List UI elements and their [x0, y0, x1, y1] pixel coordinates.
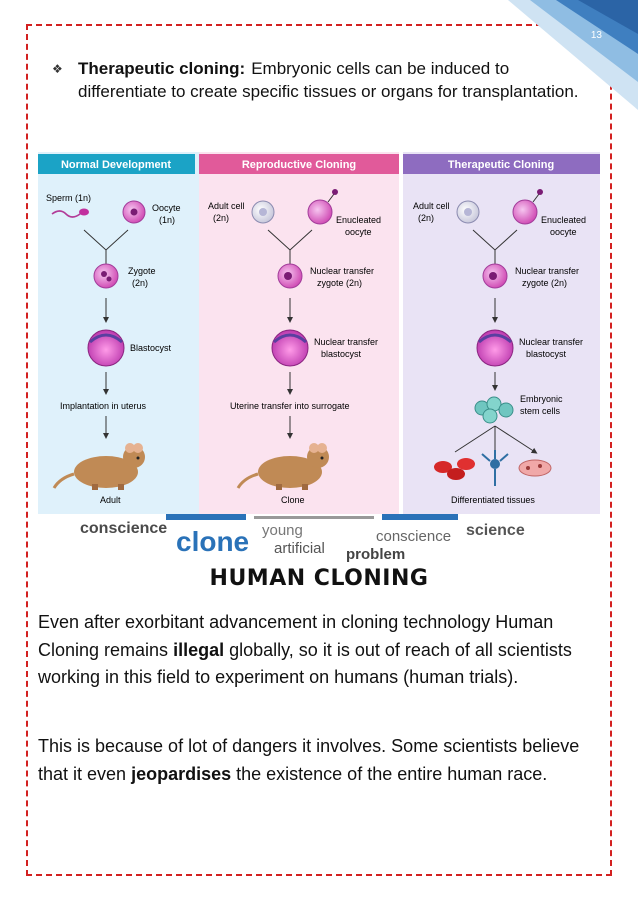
svg-text:Nuclear transfer: Nuclear transfer [515, 266, 580, 276]
word-conscience-2: conscience [376, 528, 452, 545]
svg-text:zygote (2n): zygote (2n) [522, 278, 568, 288]
tissue-cells-icon [519, 460, 551, 476]
word-science: science [466, 522, 525, 539]
svg-text:(2n): (2n) [213, 213, 230, 223]
svg-text:Blastocyst: Blastocyst [130, 343, 172, 353]
svg-text:zygote (2n): zygote (2n) [317, 278, 363, 288]
bullet-term: Therapeutic cloning: [78, 59, 246, 78]
svg-text:oocyte: oocyte [345, 227, 372, 237]
word-problem: problem [346, 546, 406, 563]
svg-text:Nuclear transfer: Nuclear transfer [519, 337, 584, 347]
svg-text:Nuclear transfer: Nuclear transfer [314, 337, 379, 347]
panel-reproductive-title: Reproductive Cloning [241, 159, 357, 171]
svg-text:Enucleated: Enucleated [541, 215, 587, 225]
svg-text:Sperm (1n): Sperm (1n) [46, 193, 92, 203]
svg-text:Enucleated: Enucleated [336, 215, 382, 225]
enucleated-oocyte-icon [513, 200, 537, 224]
paragraph-2: This is because of lot of dangers it involves. Some scientists believe that it even jeopardises the existence of the entire human race. [38, 736, 580, 784]
enucleated-oocyte-icon [308, 200, 332, 224]
word-cloud [74, 514, 564, 566]
svg-text:(2n): (2n) [418, 213, 435, 223]
cloning-diagram [38, 152, 600, 514]
svg-text:oocyte: oocyte [550, 227, 577, 237]
svg-text:Adult: Adult [100, 495, 121, 505]
svg-text:Oocyte: Oocyte [152, 203, 181, 213]
svg-text:blastocyst: blastocyst [321, 349, 362, 359]
svg-text:Zygote: Zygote [128, 266, 156, 276]
svg-text:Uterine transfer into surrogat: Uterine transfer into surrogate [230, 401, 350, 411]
section-heading: HUMAN CLONING [209, 566, 429, 591]
word-young: young [262, 522, 303, 539]
word-conscience-1: conscience [80, 520, 168, 537]
page-number: 13 [590, 30, 602, 41]
svg-text:Nuclear transfer: Nuclear transfer [310, 266, 375, 276]
emphasis-illegal: illegal [173, 639, 225, 660]
svg-text:Adult cell: Adult cell [208, 201, 245, 211]
svg-text:(1n): (1n) [159, 215, 176, 225]
emphasis-jeopardises: jeopardises [131, 763, 232, 784]
svg-text:stem cells: stem cells [520, 406, 561, 416]
svg-text:(2n): (2n) [132, 278, 149, 288]
panel-normal-title: Normal Development [60, 159, 172, 171]
svg-text:Embryonic: Embryonic [520, 394, 563, 404]
paragraph-1: Even after exorbitant advancement in cloning technology Human Cloning remains illegal globally, so it is out of reach of all scientists working in this field to experiment on humans (human trials). [38, 612, 572, 687]
therapeutic-cloning-bullet [52, 57, 592, 103]
panel-therapeutic-title: Therapeutic Cloning [447, 159, 555, 171]
svg-text:blastocyst: blastocyst [526, 349, 567, 359]
word-clone: clone [176, 526, 250, 557]
svg-text:Adult cell: Adult cell [413, 201, 450, 211]
svg-text:Differentiated tissues: Differentiated tissues [451, 495, 535, 505]
svg-text:Clone: Clone [281, 495, 305, 505]
diamond-bullet-icon: ❖ [52, 62, 63, 76]
bullet-text: Embryonic cells can be induced to differentiate to create specific tissues or organs for transplantation. [78, 59, 579, 101]
word-artificial: artificial [274, 540, 325, 557]
svg-text:Implantation in uterus: Implantation in uterus [60, 401, 147, 411]
